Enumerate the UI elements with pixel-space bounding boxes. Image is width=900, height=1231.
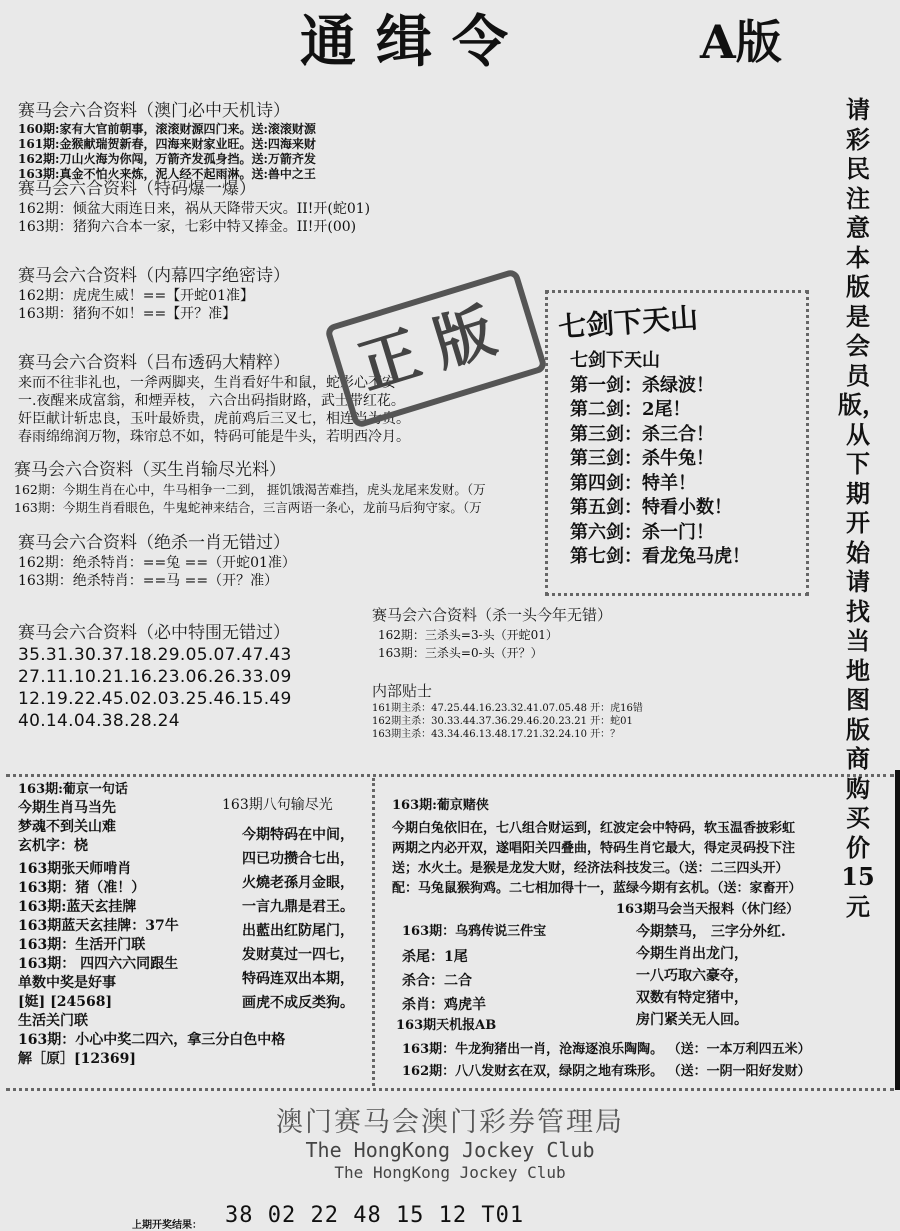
- left-line: 163期： 四四六六同跟生: [18, 956, 179, 972]
- report-line: 一八巧取六豪夺，: [636, 968, 748, 984]
- report-line: 今期生肖出龙门，: [636, 946, 748, 962]
- poem-line: 161期:金猴献瑞贺新春，四海来财家业旺。送:四海来财: [18, 137, 316, 151]
- lubu-line: 奸臣献计斩忠良，玉叶最娇贵，虎前鸡后三叉七，相连当为贵。: [18, 411, 410, 427]
- sword-list: [570, 349, 750, 570]
- left-line: 163期：生活开门联: [18, 937, 146, 953]
- sword-line: 七剑下天山: [570, 350, 660, 371]
- must-section: [18, 622, 292, 732]
- ab-line: 163期：牛龙狗猪出一肖，沧海逐浪乐陶陶。 （送：一本万利四五米）: [402, 1042, 811, 1057]
- tips-line: 161期主杀：47.25.44.16.23.32.41.07.05.48 开：虎16错: [372, 703, 643, 714]
- sword-line: 第四剑：特羊！: [570, 472, 696, 494]
- left-line: 今期生肖马当先: [18, 800, 116, 816]
- edition-label: A版: [700, 15, 782, 69]
- sword-line: 第七剑：看龙兔马虎！: [570, 546, 750, 567]
- eight-line: 一言九鼎是君王。: [242, 899, 354, 915]
- crow-line: 杀尾：1尾: [402, 949, 468, 965]
- gambler-line: 送；水火土。是猴是龙发大财，经济法科技发三。（送：二三四头开）: [392, 861, 789, 876]
- killhead-line: 163期：三杀头=0-头（开？）: [378, 646, 543, 660]
- tips-heading: 内部贴士: [372, 682, 433, 700]
- left-line: [娗] [24568]: [18, 994, 113, 1010]
- report-line: 今期禁马， 三字分外红.: [636, 924, 786, 940]
- sword-line: 第五剑：特看小数！: [570, 497, 732, 518]
- eight-line: 发财莫过一四七，: [242, 947, 354, 963]
- gambler-heading: 163期:葡京赌侠: [392, 798, 489, 813]
- eight-line: 今期特码在中间，: [242, 827, 354, 843]
- burst-heading: 赛马会六合资料（特码爆一爆）: [18, 179, 256, 199]
- poem-line: 160期:家有大官前朝事，滚滚财源四门来。送:滚滚财源: [18, 122, 316, 136]
- left-line: 163期：猪（准！）: [18, 880, 146, 896]
- report-heading: 163期马会当天报料（休门经）: [616, 902, 800, 917]
- section-divider: [6, 774, 894, 777]
- report-line: 房门紧关无人回。: [636, 1012, 748, 1028]
- member-notice: 请彩民注意本版是会员版，从下期开始请找当地图版商购买价15元: [838, 95, 886, 921]
- page-title: 通缉令: [300, 10, 528, 75]
- lubu-line: 一.夜醒来成富翁，和煙弄枝， 六合出码指財路，武士带红花。: [18, 393, 405, 409]
- must-line: 27.11.10.21.16.23.06.26.33.09: [18, 667, 292, 687]
- left-line: 玄机字：桡: [18, 838, 88, 854]
- column-divider: [372, 778, 375, 1086]
- seven-swords-box: [545, 290, 809, 596]
- burst-line: 163期：猪狗六合本一家，七彩中特又捧金。II!开(00): [18, 219, 357, 235]
- killhead-section: [372, 604, 612, 662]
- buy-line: 163期：今期生肖看眼色，牛鬼蛇神来结合，三言两语一条心，龙前马后狗守家。（万: [14, 500, 482, 515]
- crow-heading: 163期：乌鸦传说三件宝: [402, 924, 547, 939]
- kill-line: 162期：绝杀特肖：==兔 ==（开蛇01准）: [18, 555, 296, 571]
- tips-line: 162期主杀：30.33.44.37.36.29.46.20.23.21 开：蛇01: [372, 716, 633, 727]
- eight-section: [222, 796, 354, 1015]
- kill-heading: 赛马会六合资料（绝杀一肖无错过）: [18, 533, 290, 553]
- sword-line: 第二剑：2尾！: [570, 399, 691, 420]
- sword-line: 第六剑：杀一门！: [570, 521, 714, 543]
- footer-divider: [6, 1088, 894, 1091]
- inner-heading: 赛马会六合资料（内幕四字绝密诗）: [18, 266, 290, 286]
- must-line: 12.19.22.45.02.03.25.46.15.49: [18, 689, 292, 709]
- inner-line: 163期：猪狗不如！==【开？准】: [18, 306, 237, 322]
- ab-heading: 163期天机报AB: [396, 1018, 497, 1033]
- left-line: 生活关门联: [18, 1013, 88, 1029]
- left-line: 163期:蓝天玄挂牌: [18, 899, 137, 915]
- ab-line: 162期：八八发财玄在双，绿阴之地有珠形。 （送：一阴一阳好发财）: [402, 1064, 811, 1079]
- must-line: 40.14.04.38.28.24: [18, 711, 180, 731]
- report-section: [616, 900, 799, 1031]
- kill-line: 163期：绝杀特肖：==马 ==（开？准）: [18, 573, 279, 589]
- left-line: 163期张天师啃肖: [18, 861, 132, 877]
- must-heading: 赛马会六合资料（必中特围无错过）: [18, 623, 290, 643]
- eight-line: 出藍出红防尾门，: [242, 923, 354, 939]
- kill-section: [18, 532, 296, 590]
- poem-heading: 赛马会六合资料（澳门必中天机诗）: [18, 101, 290, 121]
- left-line: 梦魂不到关山难: [18, 819, 116, 835]
- sword-line: 第三剑：杀牛兔！: [570, 448, 714, 469]
- left-line: 163期蓝天玄挂牌：37牛: [18, 918, 179, 934]
- footer-org-en: The HongKong Jockey Club: [305, 1138, 595, 1162]
- genuine-stamp: 正版: [324, 268, 548, 429]
- footer-org-cn: 澳门赛马会澳门彩券管理局: [276, 1107, 624, 1138]
- poem-section: [18, 100, 316, 182]
- sword-banner: 七剑下天山: [557, 301, 700, 344]
- eight-line: 四已功攒合七出，: [242, 851, 354, 867]
- crow-line: 杀合：二合: [402, 973, 472, 989]
- buy-line: 162期：今期生肖在心中，牛马相争一二到， 捱饥饿渴苦难挡，虎头龙尾来发财。（万: [14, 482, 486, 497]
- result-numbers: 38 02 22 48 15 12 T01: [225, 1203, 525, 1228]
- eight-heading: 163期八句输尽光: [222, 797, 333, 813]
- gambler-line: 两期之内必开双，遂唱阳关四叠曲，特码生肖它最大，得定灵码投下注: [392, 841, 796, 856]
- eight-line: 火燒老孫月金眼，: [242, 875, 354, 891]
- killhead-heading: 赛马会六合资料（杀一头今年无错）: [372, 606, 613, 624]
- sword-line: 第一剑：杀绿波！: [570, 374, 714, 396]
- gambler-section: [392, 796, 802, 899]
- burst-section: [18, 178, 370, 236]
- lubu-heading: 赛马会六合资料（吕布透码大精粹）: [18, 353, 290, 373]
- tips-section: [372, 680, 643, 741]
- report-line: 双数有特定猪中，: [636, 990, 748, 1006]
- eight-line: 特码连双出本期，: [242, 971, 354, 987]
- footer-org-en-small: The HongKong Jockey Club: [334, 1163, 566, 1182]
- left-line: 163期：小心中奖二四六，拿三分白色中格: [18, 1032, 286, 1048]
- inner-line: 162期：虎虎生威！==【开蛇01准】: [18, 288, 254, 304]
- buy-heading: 赛马会六合资料（买生肖输尽光料）: [14, 460, 286, 480]
- killhead-line: 162期：三杀头=3-头（开蛇01）: [378, 628, 558, 642]
- edge-bar: [895, 770, 900, 1090]
- left-line: 单数中奖是好事: [18, 975, 116, 991]
- crow-line: 杀肖：鸡虎羊: [402, 997, 486, 1013]
- lubu-line: 春雨绵绵润万物，珠帘总不如，特码可能是牛头，若明西冷月。: [18, 429, 410, 445]
- must-line: 35.31.30.37.18.29.05.07.47.43: [18, 645, 292, 665]
- left-line: 解［原］[12369]: [18, 1051, 136, 1067]
- buy-section: [14, 459, 544, 517]
- left-line: 163期:葡京一句话: [18, 782, 128, 797]
- sword-line: 第三剑：杀三合！: [570, 423, 714, 445]
- lubu-line: 来而不往非礼也，一斧两脚夹，生肖看好牛和鼠，蛇影心不安: [18, 375, 396, 391]
- result-label: 上期开奖结果：: [132, 1220, 202, 1231]
- gambler-line: 配：马兔鼠猴狗鸡。二七相加得十一，蓝绿今期有玄机。（送：家畜开）: [392, 881, 802, 896]
- tips-line: 163期主杀：43.34.46.13.48.17.21.32.24.10 开：？: [372, 729, 621, 740]
- eight-line: 画虎不成反类狗。: [242, 995, 354, 1011]
- gambler-line: 今期白兔依旧在，七八组合财运到，红波定会中特码，软玉温香披彩虹: [392, 821, 796, 836]
- inner-section: [18, 265, 290, 323]
- ab-section: [396, 1016, 811, 1083]
- poem-line: 162期:刀山火海为你闯，万箭齐发孤身挡。送:万箭齐发: [18, 152, 316, 166]
- crow-section: [402, 922, 546, 1017]
- burst-line: 162期：倾盆大雨连日来，祸从天降带天灾。II!开(蛇01): [18, 201, 371, 217]
- poem-line: 163期:真金不怕火来炼，泥人经不起雨淋。送:兽中之王: [18, 167, 316, 181]
